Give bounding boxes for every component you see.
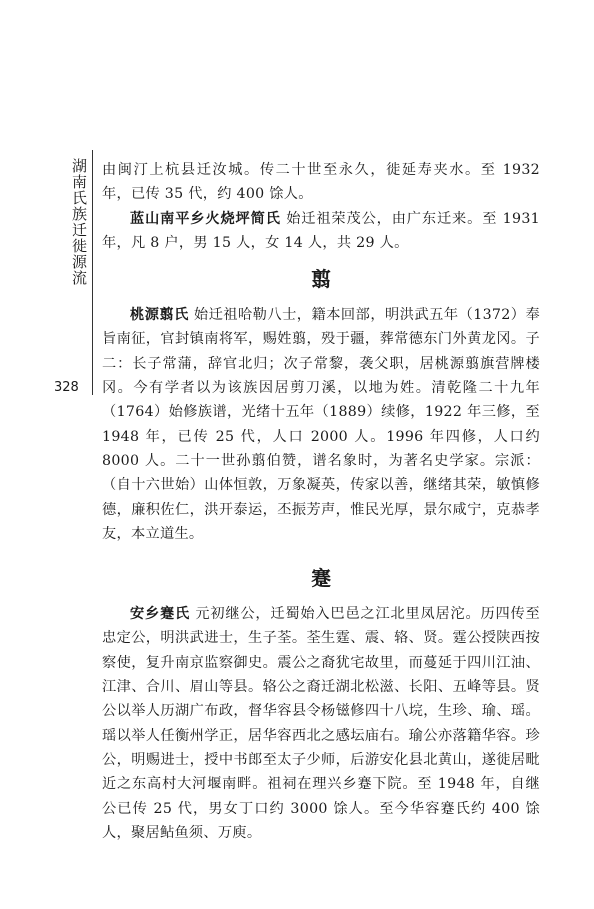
entry-text-taoyuan: 始迁祖哈勒八士，籍本回部，明洪武五年（1372）奉旨南征，官封镇南将军，赐姓翦，殁于疆，葬常德东门外黄龙冈。子二：长子常蒲，辞官北归；次子常黎，袭父职，居桃源翦旗营牌楼冈。今有学者以为该族因居剪刀溪，以地为姓。清乾隆二十九年（1764）始修族谱，光绪十五年（1889）续修，1922 年三修，至 1948 年，已传 25 代，人口 2000 人。1996 年四修，人口约 8000 人。二十一世孙翦伯赞，谱名象时，为著名史学家。宗派：（自十六世始）山体恒敦，万象凝英，传家以善，继绪其荣，敏慎修德，廉积佐仁，洪开泰运，丕振芳声，惟民光厚，景尔咸宁，克恭孝友，本立道生。 xyxy=(102,307,540,542)
surname-heading-jian2: 蹇 xyxy=(311,566,331,591)
entry-lead-anxiang: 安乡蹇氏 xyxy=(130,606,191,623)
lanshan-jian-entry xyxy=(102,207,540,256)
entry-lead-taoyuan: 桃源翦氏 xyxy=(130,307,189,324)
margin-divider xyxy=(92,150,93,395)
page-number: 328 xyxy=(54,380,79,395)
taoyuan-jian-entry xyxy=(102,303,540,546)
anxiang-jian-entry xyxy=(102,602,540,845)
entry-lead-lanshan: 蓝山南平乡火烧坪简氏 xyxy=(130,210,281,227)
entry-text-lanshan: 始迁祖荣茂公，由广东迁来。至 1931 年，凡 8 户，男 15 人，女 14 人，共 29 人。 xyxy=(102,210,540,251)
intro-continuation-paragraph: 由闽汀上杭县迁汝城。传二十世至永久，徙延寿夹水。至 1932 年，已传 35 代，约 400 馀人。 xyxy=(102,162,540,203)
entry-text-anxiang: 元初继公，迁蜀始入巴邑之江北里凤居沱。历四传至忠定公，明洪武进士，生子荃。荃生霆、震、辂、贤。霆公授陕西按察使，复升南京监察御史。震公之裔犹宅故里，而蔓延于四川江油、江津、合川、眉山等县。辂公之裔迁湖北松滋、长阳、五峰等县。贤公以举人历湖广布政，督华容县令杨镃修四十八垸，生珍、瑜、瑶。瑶以举人任衡州学正，居华容西北之感坛庙右。瑜公亦落籍华容。珍公，明赐进士，授中书郎至太子少师，后游安化县北黄山，遂徙居毗近之东高村大河堰南畔。祖祠在理兴乡蹇下院。至 1948 年，自继公已传 25 代，男女丁口约 3000 馀人。至今华容蹇氏约 400 馀人，聚居鲇鱼须、万庾。 xyxy=(102,606,541,841)
surname-heading-jian: 翦 xyxy=(311,267,331,292)
sidebar-book-title: 湖南氏族迁徙源流 xyxy=(70,158,88,286)
page-content xyxy=(102,158,540,845)
